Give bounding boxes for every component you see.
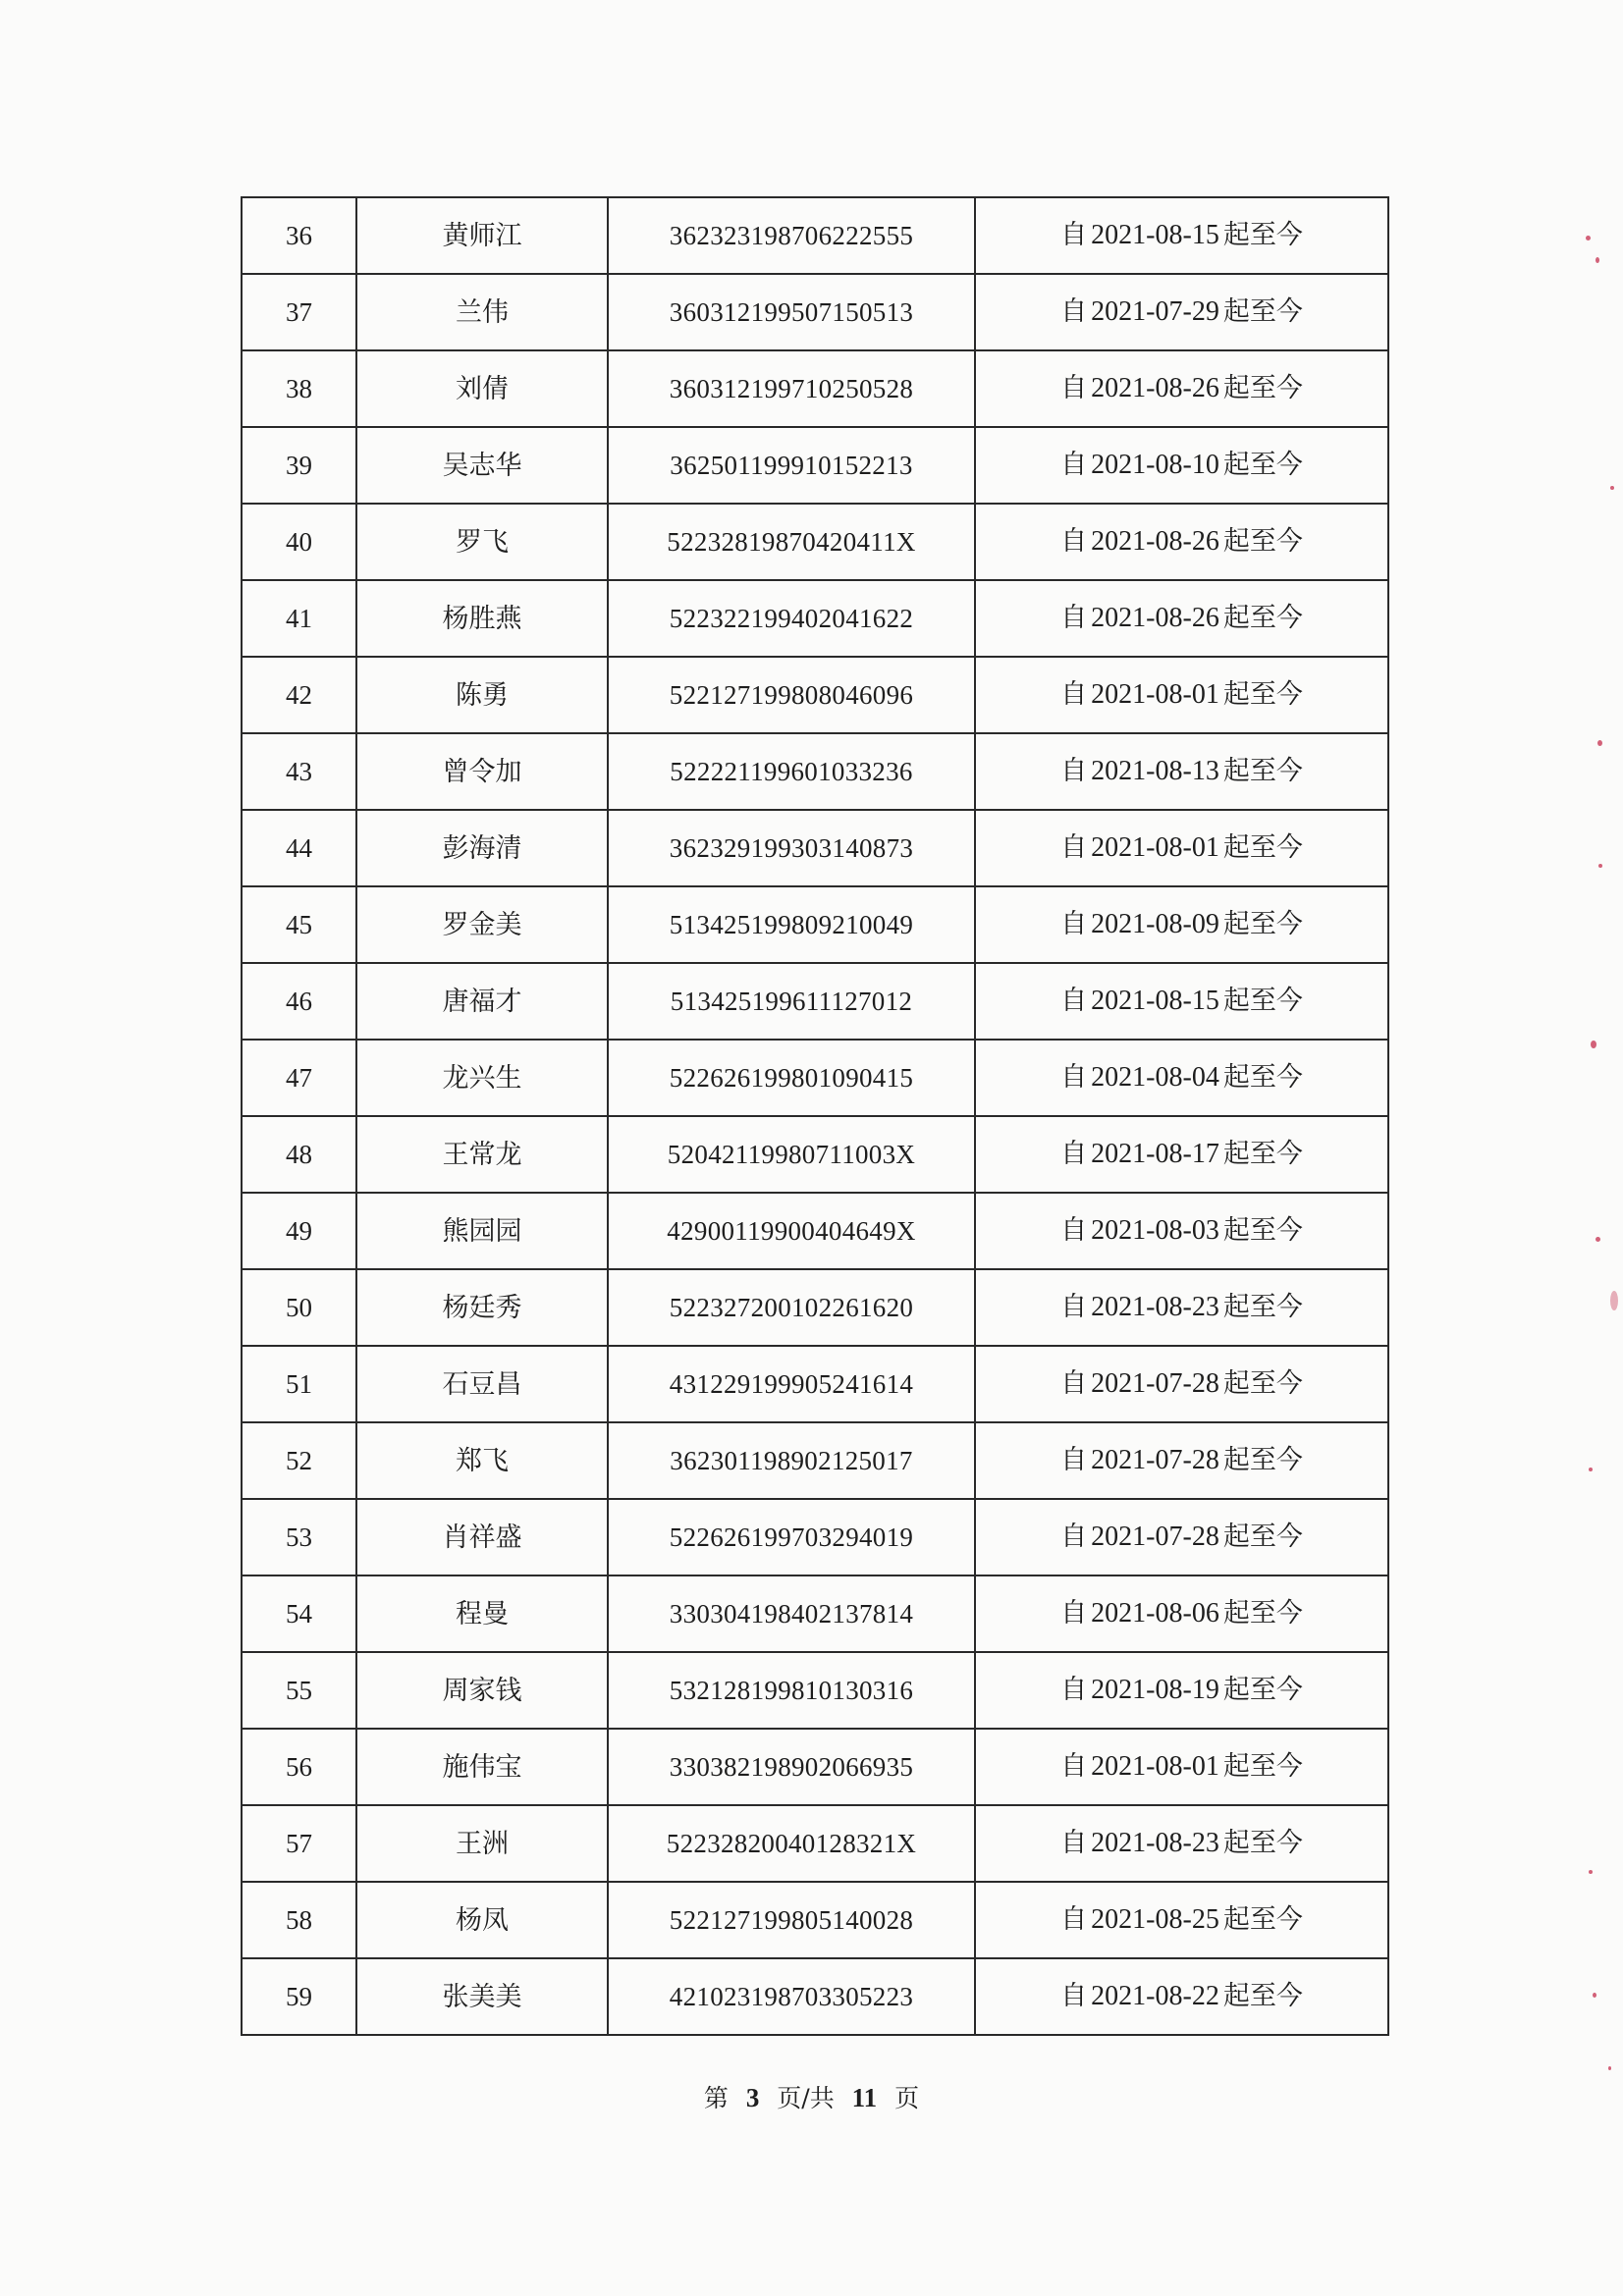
- row-number: 46: [242, 963, 356, 1040]
- person-name: 杨胜燕: [356, 580, 608, 657]
- date-prefix: 自: [1060, 1292, 1088, 1322]
- id-number: 421023198703305223: [608, 1958, 975, 2035]
- scan-speckle: [1597, 740, 1602, 746]
- person-name: 杨廷秀: [356, 1269, 608, 1346]
- start-date-cell: [975, 1193, 1388, 1269]
- date-prefix: 自: [1060, 296, 1088, 327]
- table-row: [242, 1882, 1388, 1958]
- table-row: [242, 1729, 1388, 1805]
- total-pages-number: 11: [851, 2083, 878, 2112]
- row-number: 47: [242, 1040, 356, 1116]
- person-name: 彭海清: [356, 810, 608, 886]
- person-name: 唐福才: [356, 963, 608, 1040]
- person-name: 龙兴生: [356, 1040, 608, 1116]
- person-name: 熊园园: [356, 1193, 608, 1269]
- date-suffix: 起至今: [1222, 1139, 1303, 1169]
- scan-speckle: [1610, 1291, 1618, 1310]
- personnel-table: [241, 196, 1389, 2036]
- id-number: 362301198902125017: [608, 1422, 975, 1499]
- id-number: 42900119900404649X: [608, 1193, 975, 1269]
- table-row: [242, 810, 1388, 886]
- person-name: 施伟宝: [356, 1729, 608, 1805]
- start-date: 2021-07-29: [1091, 296, 1219, 327]
- scan-speckle: [1608, 2066, 1611, 2070]
- row-number: 59: [242, 1958, 356, 2035]
- table-row: [242, 1958, 1388, 2035]
- date-suffix: 起至今: [1222, 679, 1303, 710]
- start-date-cell: [975, 350, 1388, 427]
- row-number: 48: [242, 1116, 356, 1193]
- table-row: [242, 427, 1388, 504]
- date-suffix: 起至今: [1222, 220, 1303, 250]
- scan-speckle: [1589, 1468, 1593, 1471]
- id-number: 522327200102261620: [608, 1269, 975, 1346]
- date-prefix: 自: [1060, 1445, 1088, 1475]
- table-row: [242, 504, 1388, 580]
- id-number: 522127199805140028: [608, 1882, 975, 1958]
- id-number: 522626199801090415: [608, 1040, 975, 1116]
- id-number: 522127199808046096: [608, 657, 975, 733]
- start-date: 2021-08-13: [1091, 756, 1219, 786]
- id-number: 52042119980711003X: [608, 1116, 975, 1193]
- table-row: [242, 350, 1388, 427]
- person-name: 郑飞: [356, 1422, 608, 1499]
- start-date: 2021-08-17: [1091, 1139, 1219, 1169]
- date-prefix: 自: [1060, 1828, 1088, 1858]
- row-number: 42: [242, 657, 356, 733]
- start-date: 2021-08-06: [1091, 1598, 1219, 1629]
- date-prefix: 自: [1060, 1522, 1088, 1552]
- start-date-cell: [975, 657, 1388, 733]
- date-suffix: 起至今: [1222, 373, 1303, 403]
- row-number: 58: [242, 1882, 356, 1958]
- id-number: 362501199910152213: [608, 427, 975, 504]
- id-number: 522221199601033236: [608, 733, 975, 810]
- date-suffix: 起至今: [1222, 1215, 1303, 1246]
- start-date-cell: [975, 1729, 1388, 1805]
- row-number: 54: [242, 1575, 356, 1652]
- start-date-cell: [975, 504, 1388, 580]
- start-date-cell: [975, 580, 1388, 657]
- row-number: 41: [242, 580, 356, 657]
- date-suffix: 起至今: [1222, 1828, 1303, 1858]
- table-row: [242, 886, 1388, 963]
- table-row: [242, 1575, 1388, 1652]
- table-row: [242, 1269, 1388, 1346]
- start-date: 2021-08-03: [1091, 1215, 1219, 1246]
- date-suffix: 起至今: [1222, 1981, 1303, 2011]
- row-number: 50: [242, 1269, 356, 1346]
- start-date-cell: [975, 1958, 1388, 2035]
- start-date-cell: [975, 1040, 1388, 1116]
- table-row: [242, 963, 1388, 1040]
- start-date: 2021-07-28: [1091, 1368, 1219, 1399]
- scan-speckle: [1589, 1870, 1593, 1874]
- start-date: 2021-08-23: [1091, 1292, 1219, 1322]
- start-date-cell: [975, 886, 1388, 963]
- row-number: 53: [242, 1499, 356, 1575]
- date-suffix: 起至今: [1222, 832, 1303, 863]
- date-prefix: 自: [1060, 1675, 1088, 1705]
- start-date-cell: [975, 1575, 1388, 1652]
- id-number: 362329199303140873: [608, 810, 975, 886]
- id-number: 360312199710250528: [608, 350, 975, 427]
- person-name: 罗飞: [356, 504, 608, 580]
- person-name: 曾令加: [356, 733, 608, 810]
- person-name: 周家钱: [356, 1652, 608, 1729]
- table-row: [242, 657, 1388, 733]
- date-suffix: 起至今: [1222, 526, 1303, 557]
- id-number: 513425199611127012: [608, 963, 975, 1040]
- start-date: 2021-08-19: [1091, 1675, 1219, 1705]
- start-date: 2021-08-26: [1091, 526, 1219, 557]
- start-date: 2021-08-01: [1091, 1751, 1219, 1782]
- start-date-cell: [975, 963, 1388, 1040]
- start-date: 2021-08-01: [1091, 832, 1219, 863]
- current-page-number: 3: [745, 2083, 760, 2112]
- date-prefix: 自: [1060, 1139, 1088, 1169]
- start-date-cell: [975, 1805, 1388, 1882]
- id-number: 330304198402137814: [608, 1575, 975, 1652]
- start-date: 2021-08-22: [1091, 1981, 1219, 2011]
- date-prefix: 自: [1060, 1598, 1088, 1629]
- id-number: 330382198902066935: [608, 1729, 975, 1805]
- id-number: 513425199809210049: [608, 886, 975, 963]
- person-name: 兰伟: [356, 274, 608, 350]
- id-number: 532128199810130316: [608, 1652, 975, 1729]
- row-number: 55: [242, 1652, 356, 1729]
- person-name: 杨凤: [356, 1882, 608, 1958]
- id-number: 431229199905241614: [608, 1346, 975, 1422]
- person-name: 张美美: [356, 1958, 608, 2035]
- row-number: 51: [242, 1346, 356, 1422]
- start-date: 2021-07-28: [1091, 1522, 1219, 1552]
- date-suffix: 起至今: [1222, 450, 1303, 480]
- date-suffix: 起至今: [1222, 296, 1303, 327]
- scan-speckle: [1596, 1237, 1600, 1242]
- scan-speckle: [1586, 236, 1591, 240]
- row-number: 38: [242, 350, 356, 427]
- person-name: 王洲: [356, 1805, 608, 1882]
- date-prefix: 自: [1060, 603, 1088, 633]
- start-date-cell: [975, 1499, 1388, 1575]
- row-number: 44: [242, 810, 356, 886]
- id-number: 362323198706222555: [608, 197, 975, 274]
- table-row: [242, 274, 1388, 350]
- start-date: 2021-08-26: [1091, 373, 1219, 403]
- date-suffix: 起至今: [1222, 1445, 1303, 1475]
- start-date-cell: [975, 427, 1388, 504]
- start-date: 2021-08-23: [1091, 1828, 1219, 1858]
- date-suffix: 起至今: [1222, 909, 1303, 939]
- person-name: 王常龙: [356, 1116, 608, 1193]
- table-row: [242, 580, 1388, 657]
- date-suffix: 起至今: [1222, 1598, 1303, 1629]
- date-prefix: 自: [1060, 526, 1088, 557]
- start-date-cell: [975, 1346, 1388, 1422]
- date-prefix: 自: [1060, 679, 1088, 710]
- table-row: [242, 1805, 1388, 1882]
- start-date-cell: [975, 1882, 1388, 1958]
- scan-speckle: [1596, 257, 1599, 263]
- table-row: [242, 1193, 1388, 1269]
- date-suffix: 起至今: [1222, 603, 1303, 633]
- start-date-cell: [975, 197, 1388, 274]
- id-number: 360312199507150513: [608, 274, 975, 350]
- table-row: [242, 1422, 1388, 1499]
- person-name: 陈勇: [356, 657, 608, 733]
- person-name: 程曼: [356, 1575, 608, 1652]
- start-date: 2021-08-04: [1091, 1062, 1219, 1093]
- start-date: 2021-08-15: [1091, 220, 1219, 250]
- date-prefix: 自: [1060, 1904, 1088, 1935]
- person-name: 吴志华: [356, 427, 608, 504]
- date-suffix: 起至今: [1222, 1368, 1303, 1399]
- date-prefix: 自: [1060, 450, 1088, 480]
- row-number: 39: [242, 427, 356, 504]
- date-prefix: 自: [1060, 1368, 1088, 1399]
- date-suffix: 起至今: [1222, 756, 1303, 786]
- footer-suffix: 页: [894, 2084, 920, 2112]
- page-footer: [0, 2079, 1623, 2114]
- footer-prefix: 第: [703, 2084, 729, 2112]
- id-number: 52232820040128321X: [608, 1805, 975, 1882]
- person-name: 石豆昌: [356, 1346, 608, 1422]
- start-date: 2021-08-25: [1091, 1904, 1219, 1935]
- table-row: [242, 197, 1388, 274]
- person-name: 刘倩: [356, 350, 608, 427]
- row-number: 56: [242, 1729, 356, 1805]
- date-suffix: 起至今: [1222, 1751, 1303, 1782]
- start-date: 2021-08-26: [1091, 603, 1219, 633]
- start-date-cell: [975, 1652, 1388, 1729]
- table-row: [242, 1346, 1388, 1422]
- id-number: 52232819870420411X: [608, 504, 975, 580]
- row-number: 52: [242, 1422, 356, 1499]
- date-prefix: 自: [1060, 1751, 1088, 1782]
- date-suffix: 起至今: [1222, 986, 1303, 1016]
- table-row: [242, 1499, 1388, 1575]
- person-name: 肖祥盛: [356, 1499, 608, 1575]
- start-date-cell: [975, 274, 1388, 350]
- scan-speckle: [1593, 1993, 1596, 1998]
- start-date-cell: [975, 733, 1388, 810]
- person-name: 黄师江: [356, 197, 608, 274]
- date-prefix: 自: [1060, 1981, 1088, 2011]
- person-name: 罗金美: [356, 886, 608, 963]
- personnel-table-body: [242, 197, 1388, 2035]
- table-row: [242, 1040, 1388, 1116]
- date-prefix: 自: [1060, 220, 1088, 250]
- start-date: 2021-07-28: [1091, 1445, 1219, 1475]
- scan-speckle: [1610, 486, 1614, 490]
- date-prefix: 自: [1060, 832, 1088, 863]
- start-date: 2021-08-10: [1091, 450, 1219, 480]
- table-row: [242, 1652, 1388, 1729]
- row-number: 40: [242, 504, 356, 580]
- row-number: 57: [242, 1805, 356, 1882]
- date-prefix: 自: [1060, 1062, 1088, 1093]
- start-date: 2021-08-09: [1091, 909, 1219, 939]
- date-prefix: 自: [1060, 986, 1088, 1016]
- row-number: 45: [242, 886, 356, 963]
- date-prefix: 自: [1060, 756, 1088, 786]
- row-number: 36: [242, 197, 356, 274]
- start-date-cell: [975, 810, 1388, 886]
- footer-middle: 页/共: [777, 2084, 835, 2112]
- date-prefix: 自: [1060, 373, 1088, 403]
- table-row: [242, 733, 1388, 810]
- start-date-cell: [975, 1116, 1388, 1193]
- start-date: 2021-08-01: [1091, 679, 1219, 710]
- id-number: 522626199703294019: [608, 1499, 975, 1575]
- date-suffix: 起至今: [1222, 1675, 1303, 1705]
- date-prefix: 自: [1060, 909, 1088, 939]
- row-number: 49: [242, 1193, 356, 1269]
- date-suffix: 起至今: [1222, 1904, 1303, 1935]
- id-number: 522322199402041622: [608, 580, 975, 657]
- date-prefix: 自: [1060, 1215, 1088, 1246]
- row-number: 43: [242, 733, 356, 810]
- table-row: [242, 1116, 1388, 1193]
- start-date: 2021-08-15: [1091, 986, 1219, 1016]
- date-suffix: 起至今: [1222, 1062, 1303, 1093]
- scan-speckle: [1591, 1041, 1596, 1048]
- start-date-cell: [975, 1422, 1388, 1499]
- date-suffix: 起至今: [1222, 1522, 1303, 1552]
- date-suffix: 起至今: [1222, 1292, 1303, 1322]
- row-number: 37: [242, 274, 356, 350]
- scan-speckle: [1598, 864, 1602, 868]
- start-date-cell: [975, 1269, 1388, 1346]
